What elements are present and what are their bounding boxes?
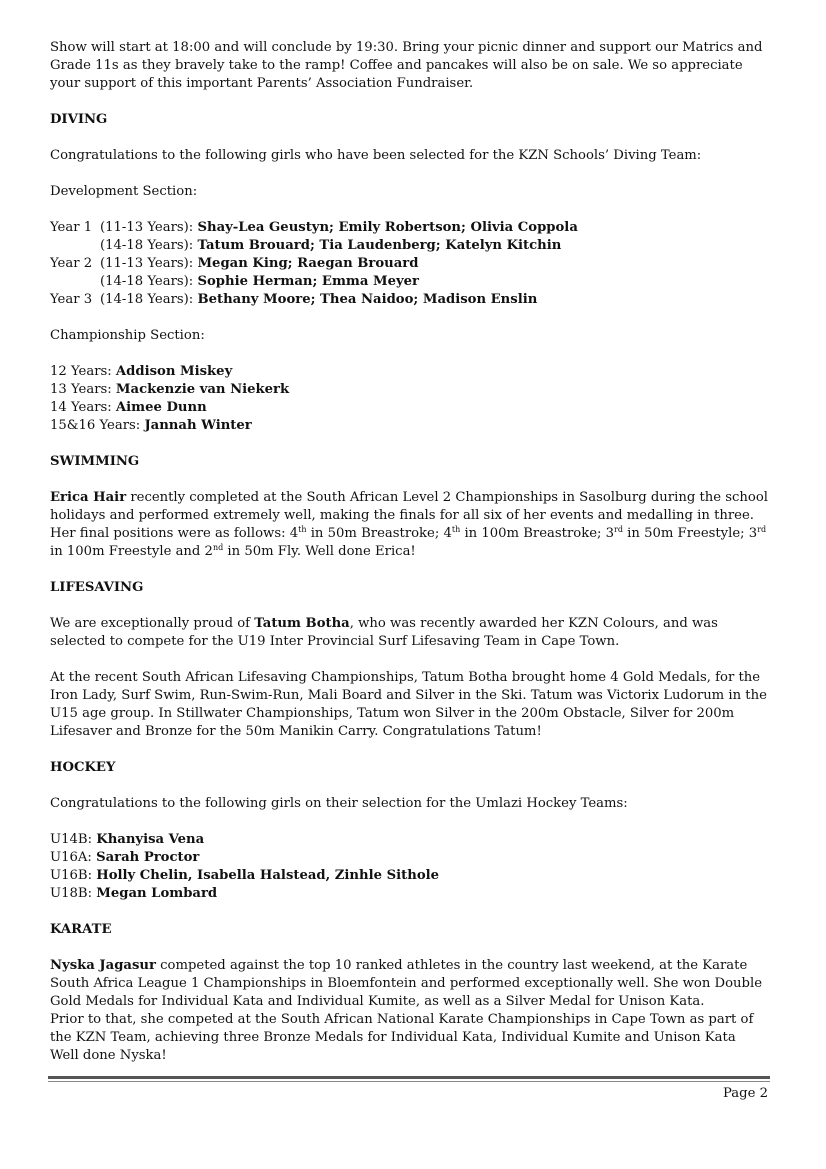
development-row xyxy=(50,255,770,273)
swimming-text: in 50m Freestyle; 3 xyxy=(622,526,758,541)
karateka-name: Nyska Jagasur xyxy=(50,958,156,973)
swimming-text: in 100m Breastroke; 3 xyxy=(460,526,615,541)
ordinal-suffix: th xyxy=(451,525,461,534)
development-row xyxy=(50,291,770,309)
swimming-text: in 100m Freestyle and 2 xyxy=(50,544,213,559)
development-year: Year 3 xyxy=(50,292,93,307)
ordinal-suffix: nd xyxy=(212,543,224,552)
diving-heading: DIVING xyxy=(50,112,108,127)
development-year xyxy=(50,273,100,291)
championship-age: 14 Years: xyxy=(50,400,112,415)
championship-name: Addison Miskey xyxy=(115,364,233,379)
hockey-team: U14B: xyxy=(50,832,93,847)
lifesaving-paragraph-1 xyxy=(50,615,770,651)
championship-section-label: Championship Section: xyxy=(50,328,205,343)
development-names: Shay-Lea Geustyn; Emily Robertson; Olivia Coppola xyxy=(197,220,578,235)
championship-age: 12 Years: xyxy=(50,364,112,379)
development-section-label: Development Section: xyxy=(50,184,198,199)
development-row xyxy=(50,219,770,237)
intro-paragraph: Show will start at 18:00 and will conclude by 19:30. Bring your picnic dinner and support our Matrics and Grade 11s as they bravely take to the ramp! Coffee and pancakes will also be on sale. We so appreciate your support of this important Parents’ Association Fundraiser. xyxy=(50,40,763,91)
development-row xyxy=(50,237,770,255)
development-age: (11-13 Years): xyxy=(100,256,194,271)
page-number: Page 2 xyxy=(723,1086,768,1101)
hockey-list xyxy=(50,831,770,903)
development-age: (14-18 Years): xyxy=(100,292,194,307)
swimming-heading: SWIMMING xyxy=(50,454,140,469)
ordinal-suffix: rd xyxy=(614,525,623,534)
hockey-team: U16A: xyxy=(50,850,92,865)
hockey-row xyxy=(50,885,770,903)
championship-name: Mackenzie van Niekerk xyxy=(115,382,290,397)
ordinal-suffix: th xyxy=(298,525,307,534)
hockey-team: U18B: xyxy=(50,886,93,901)
development-year xyxy=(50,237,100,255)
championship-row xyxy=(50,363,770,381)
hockey-heading: HOCKEY xyxy=(50,760,116,775)
karate-heading: KARATE xyxy=(50,922,112,937)
footer-divider xyxy=(48,1076,770,1082)
swimming-text: in 50m Breastroke; 4 xyxy=(306,526,452,541)
hockey-names: Khanyisa Vena xyxy=(96,832,205,847)
karate-paragraph-2: Prior to that, she competed at the South African National Karate Championships in Cape Town as part of the KZN Team, achieving three Bronze Medals for Individual Kata, Individual Kumite and Unison Kata xyxy=(50,1012,754,1045)
championship-name: Aimee Dunn xyxy=(115,400,207,415)
development-names: Megan King; Raegan Brouard xyxy=(197,256,419,271)
hockey-row xyxy=(50,831,770,849)
swimming-text: in 50m Fly. Well done Erica! xyxy=(223,544,416,559)
development-year: Year 2 xyxy=(50,256,93,271)
swimmer-name: Erica Hair xyxy=(50,490,127,505)
karate-paragraph-1 xyxy=(50,957,770,1011)
development-names: Tatum Brouard; Tia Laudenberg; Katelyn Kitchin xyxy=(197,238,562,253)
swimming-paragraph xyxy=(50,489,770,561)
karate-text: competed against the top 10 ranked athletes in the country last weekend, at the Karate South Africa League 1 Championships in Bloemfontein and performed exceptionally well. She won Double Gold Medals for Individual Kata and Individual Kumite, as well as a Silver Medal for Unison Kata. xyxy=(50,958,763,1009)
diving-intro: Congratulations to the following girls who have been selected for the KZN Schools’ Diving Team: xyxy=(50,148,702,163)
championship-age: 15&16 Years: xyxy=(50,418,141,433)
development-year: Year 1 xyxy=(50,220,93,235)
newsletter-page xyxy=(50,39,770,1065)
hockey-intro: Congratulations to the following girls on their selection for the Umlazi Hockey Teams: xyxy=(50,796,628,811)
development-names: Bethany Moore; Thea Naidoo; Madison Enslin xyxy=(197,292,538,307)
development-names: Sophie Herman; Emma Meyer xyxy=(197,274,420,289)
lifesaving-text: We are exceptionally proud of xyxy=(50,616,255,631)
development-age: (11-13 Years): xyxy=(100,220,194,235)
development-row xyxy=(50,273,770,291)
hockey-row xyxy=(50,849,770,867)
lifesaver-name: Tatum Botha xyxy=(254,616,350,631)
championship-row xyxy=(50,381,770,399)
hockey-row xyxy=(50,867,770,885)
hockey-names: Megan Lombard xyxy=(96,886,218,901)
championship-row xyxy=(50,399,770,417)
hockey-team: U16B: xyxy=(50,868,93,883)
ordinal-suffix: rd xyxy=(757,525,767,534)
development-age: (14-18 Years): xyxy=(100,274,194,289)
lifesaving-heading: LIFESAVING xyxy=(50,580,144,595)
development-age: (14-18 Years): xyxy=(100,238,194,253)
championship-name: Jannah Winter xyxy=(144,418,252,433)
hockey-names: Sarah Proctor xyxy=(96,850,200,865)
karate-closing: Well done Nyska! xyxy=(50,1048,167,1063)
lifesaving-text: , who was recently awarded her KZN Colours, and was selected to compete for the U19 Inter Provincial Surf Lifesaving Team in Cape Town. xyxy=(50,616,718,649)
hockey-names: Holly Chelin, Isabella Halstead, Zinhle Sithole xyxy=(96,868,440,883)
championship-row xyxy=(50,417,770,435)
lifesaving-paragraph-2: At the recent South African Lifesaving Championships, Tatum Botha brought home 4 Gold Medals, for the Iron Lady, Surf Swim, Run-Swim-Run, Mali Board and Silver in the Ski. Tatum was Victorix Ludorum in the U15 age group. In Stillwater Championships, Tatum won Silver in the 200m Obstacle, Silver for 200m Lifesaver and Bronze for the 50m Manikin Carry. Congratulations Tatum! xyxy=(50,670,767,739)
swimming-text: recently completed at the South African Level 2 Championships in Sasolburg during the school holidays and performed extremely well, making the finals for all six of her events and medalling in three. Her final positions were as follows: 4 xyxy=(50,490,768,541)
championship-list xyxy=(50,363,770,435)
championship-age: 13 Years: xyxy=(50,382,112,397)
development-list xyxy=(50,219,770,309)
